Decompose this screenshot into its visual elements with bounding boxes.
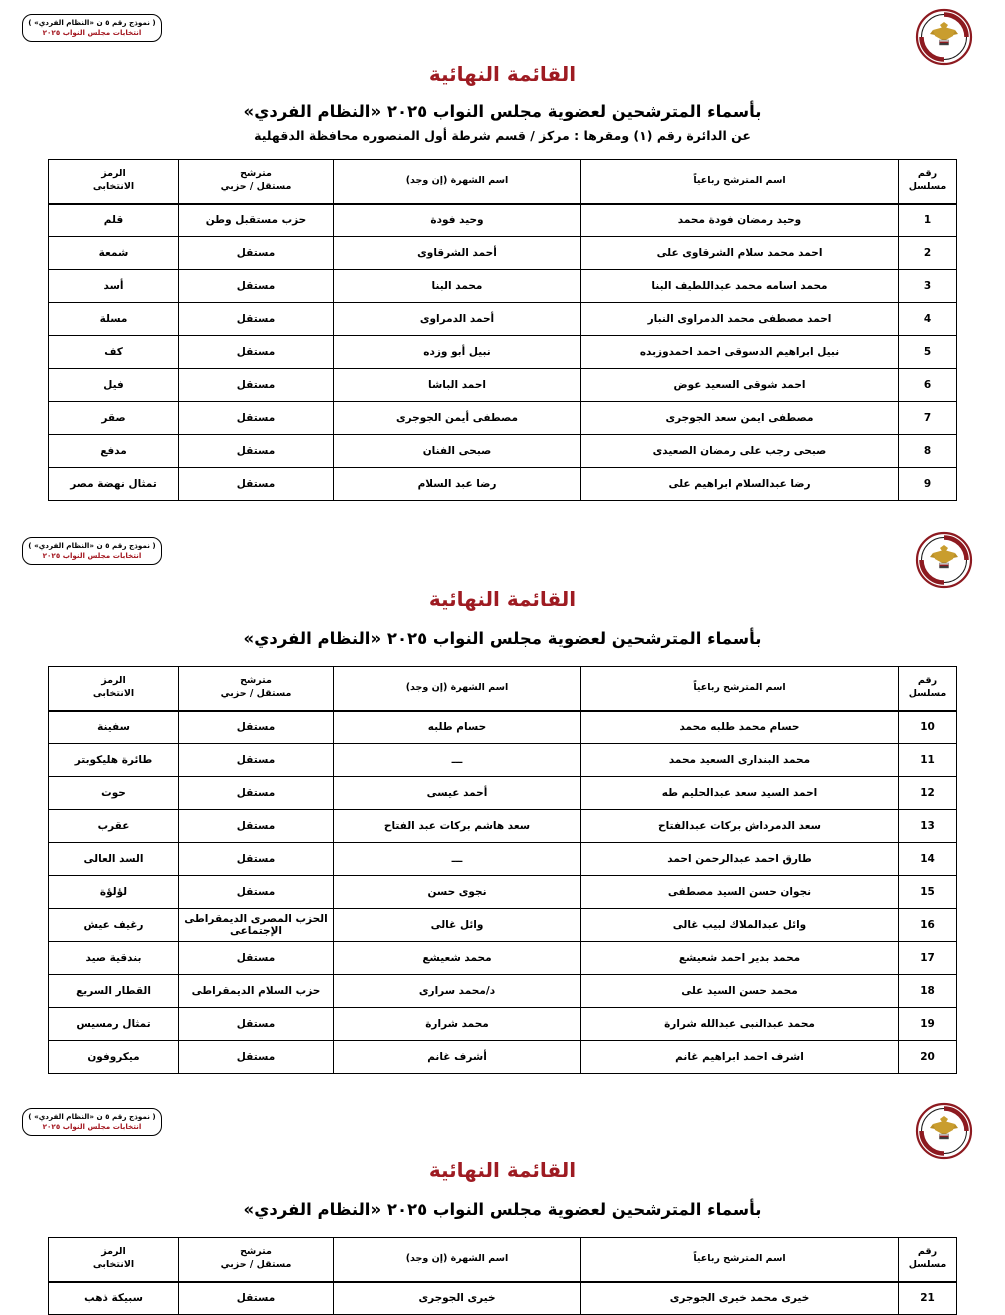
cell-candidate-full-name: محمد اسامه محمد عبداللطيف البنا	[581, 270, 899, 303]
cell-candidate-fame-name: ـــ	[334, 843, 581, 876]
cell-candidate-full-name: صبحى رجب على رمضان الصعيدى	[581, 435, 899, 468]
cell-candidate-symbol: القطار السريع	[49, 975, 179, 1008]
elections-authority-logo-icon	[915, 531, 973, 589]
cell-candidate-full-name: وائل عبدالملاك لبيب غالى	[581, 909, 899, 942]
cell-candidate-party: مستقل	[179, 336, 334, 369]
cell-candidate-fame-name: مصطفى أيمن الجوجرى	[334, 402, 581, 435]
table-header-row	[49, 160, 957, 204]
column-header-serial-l2: مسلسل	[908, 688, 947, 700]
cell-candidate-fame-name: ـــ	[334, 744, 581, 777]
cell-candidate-symbol: حوت	[49, 777, 179, 810]
column-header-symbol	[49, 160, 179, 204]
column-header-party-l2: مستقل / حزبي	[220, 1259, 292, 1271]
cell-candidate-fame-name: أحمد عيسى	[334, 777, 581, 810]
cell-candidate-full-name: نبيل ابراهيم الدسوقى احمد احمدوزبده	[581, 336, 899, 369]
cell-serial: 1	[899, 204, 957, 237]
table-header-row	[49, 1238, 957, 1282]
cell-candidate-symbol: صقر	[49, 402, 179, 435]
page-title: القائمة النهائية	[428, 587, 577, 611]
table-row	[49, 336, 957, 369]
elections-authority-logo-icon	[915, 8, 973, 66]
column-header-symbol-l2: الانتخابى	[92, 688, 135, 700]
cell-candidate-party: مستقل	[179, 843, 334, 876]
column-header-serial	[899, 160, 957, 204]
cell-candidate-fame-name: أحمد الدمراوى	[334, 303, 581, 336]
cell-candidate-fame-name: حسام طلبه	[334, 711, 581, 744]
column-header-party	[179, 667, 334, 711]
form-stamp-line-1: ( نموذج رقم ٥ ن «النظام الفردي» )	[28, 1112, 156, 1121]
column-header-serial-l2: مسلسل	[908, 181, 947, 193]
cell-serial: 19	[899, 1008, 957, 1041]
cell-candidate-fame-name: سعد هاشم بركات عبد الفتاح	[334, 810, 581, 843]
list-section-1	[0, 0, 1005, 501]
cell-candidate-party: مستقل	[179, 270, 334, 303]
table-row	[49, 270, 957, 303]
cell-serial: 12	[899, 777, 957, 810]
column-header-symbol	[49, 667, 179, 711]
cell-serial: 2	[899, 237, 957, 270]
candidates-table-2	[48, 666, 957, 1074]
table-row	[49, 1041, 957, 1074]
column-header-serial-l2: مسلسل	[908, 1259, 947, 1271]
cell-candidate-fame-name: أشرف غانم	[334, 1041, 581, 1074]
form-stamp	[22, 537, 162, 565]
table-row	[49, 942, 957, 975]
cell-candidate-full-name: رضا عبدالسلام ابراهيم على	[581, 468, 899, 501]
page-title: القائمة النهائية	[428, 62, 577, 86]
cell-candidate-symbol: مدفع	[49, 435, 179, 468]
cell-candidate-fame-name: محمد البنا	[334, 270, 581, 303]
table-row	[49, 468, 957, 501]
table-row	[49, 237, 957, 270]
cell-candidate-fame-name: محمد شعيشع	[334, 942, 581, 975]
column-header-serial	[899, 667, 957, 711]
cell-candidate-party: مستقل	[179, 942, 334, 975]
cell-serial: 11	[899, 744, 957, 777]
cell-candidate-party: مستقل	[179, 237, 334, 270]
cell-candidate-party: مستقل	[179, 468, 334, 501]
cell-candidate-symbol: رغيف عيش	[49, 909, 179, 942]
cell-candidate-symbol: بندقية صيد	[49, 942, 179, 975]
cell-serial: 17	[899, 942, 957, 975]
form-stamp-line-1: ( نموذج رقم ٥ ن «النظام الفردي» )	[28, 541, 156, 550]
page-subtitle: بأسماء المترشحين لعضوية مجلس النواب ٢٠٢٥ «النظام الفردي»	[243, 102, 762, 121]
cell-candidate-fame-name: خيرى الجوجرى	[334, 1282, 581, 1315]
district-line: عن الدائرة رقم (١) ومقرها : مركز / قسم شرطة أول المنصوره محافظة الدقهلية	[254, 128, 751, 143]
list-section-3	[0, 1094, 1005, 1315]
cell-candidate-party: مستقل	[179, 1008, 334, 1041]
column-header-full-name: اسم المترشح رباعياً	[581, 667, 899, 711]
cell-candidate-full-name: سعد الدمرداش بركات عبدالفتاح	[581, 810, 899, 843]
table-header-row	[49, 667, 957, 711]
column-header-party-l1: مترشح	[240, 675, 272, 687]
column-header-symbol-l1: الرمز	[101, 168, 126, 180]
cell-candidate-symbol: عقرب	[49, 810, 179, 843]
cell-candidate-symbol: شمعة	[49, 237, 179, 270]
cell-serial: 14	[899, 843, 957, 876]
column-header-serial-l1: رقم	[917, 675, 938, 687]
list-section-2	[0, 523, 1005, 1074]
elections-authority-logo-icon	[915, 1102, 973, 1160]
table-row	[49, 204, 957, 237]
candidates-table-1-body	[49, 204, 957, 501]
cell-serial: 5	[899, 336, 957, 369]
cell-candidate-symbol: قلم	[49, 204, 179, 237]
candidates-table-3	[48, 1237, 957, 1315]
column-header-symbol-l2: الانتخابى	[92, 181, 135, 193]
cell-serial: 20	[899, 1041, 957, 1074]
cell-candidate-full-name: محمد بدير احمد شعيشع	[581, 942, 899, 975]
candidates-table-2-body	[49, 711, 957, 1074]
section-3-topbar	[0, 1094, 1005, 1150]
cell-candidate-symbol: مسلة	[49, 303, 179, 336]
cell-candidate-fame-name: نبيل أبو وزده	[334, 336, 581, 369]
column-header-party-l2: مستقل / حزبي	[220, 181, 292, 193]
table-row	[49, 975, 957, 1008]
column-header-party-l2: مستقل / حزبي	[220, 688, 292, 700]
cell-candidate-fame-name: نجوى حسن	[334, 876, 581, 909]
cell-candidate-full-name: احمد مصطفى محمد الدمراوى النبار	[581, 303, 899, 336]
column-header-serial-l1: رقم	[917, 1246, 938, 1258]
cell-candidate-symbol: طائرة هليكوبتر	[49, 744, 179, 777]
cell-candidate-symbol: لؤلؤة	[49, 876, 179, 909]
form-stamp-line-2: انتخابات مجلس النواب ٢٠٢٥	[42, 1121, 142, 1131]
candidates-table-3-body	[49, 1282, 957, 1315]
cell-candidate-fame-name: د/محمد سرارى	[334, 975, 581, 1008]
cell-candidate-symbol: أسد	[49, 270, 179, 303]
cell-candidate-symbol: كف	[49, 336, 179, 369]
cell-candidate-full-name: محمد البندارى السعيد محمد	[581, 744, 899, 777]
cell-candidate-full-name: مصطفى ايمن سعد الجوجرى	[581, 402, 899, 435]
table-row	[49, 876, 957, 909]
cell-serial: 21	[899, 1282, 957, 1315]
page-subtitle: بأسماء المترشحين لعضوية مجلس النواب ٢٠٢٥ «النظام الفردي»	[243, 629, 762, 648]
table-row	[49, 909, 957, 942]
column-header-symbol-l1: الرمز	[101, 1246, 126, 1258]
cell-candidate-symbol: السد العالى	[49, 843, 179, 876]
cell-candidate-party: مستقل	[179, 1282, 334, 1315]
cell-serial: 4	[899, 303, 957, 336]
table-row	[49, 369, 957, 402]
cell-serial: 15	[899, 876, 957, 909]
cell-candidate-party: مستقل	[179, 810, 334, 843]
page-title: القائمة النهائية	[428, 1158, 577, 1182]
cell-serial: 6	[899, 369, 957, 402]
column-header-full-name: اسم المترشح رباعياً	[581, 1238, 899, 1282]
cell-serial: 16	[899, 909, 957, 942]
cell-candidate-party: مستقل	[179, 744, 334, 777]
cell-serial: 3	[899, 270, 957, 303]
section-1-topbar	[0, 0, 1005, 56]
cell-candidate-symbol: فيل	[49, 369, 179, 402]
cell-candidate-symbol: ميكروفون	[49, 1041, 179, 1074]
cell-candidate-full-name: محمد حسن السيد على	[581, 975, 899, 1008]
column-header-fame-name: اسم الشهرة (إن وجد)	[334, 667, 581, 711]
table-row	[49, 744, 957, 777]
form-stamp-line-1: ( نموذج رقم ٥ ن «النظام الفردي» )	[28, 18, 156, 27]
cell-candidate-party: مستقل	[179, 711, 334, 744]
column-header-party-l1: مترشح	[240, 1246, 272, 1258]
table-row	[49, 402, 957, 435]
column-header-serial	[899, 1238, 957, 1282]
cell-candidate-party: مستقل	[179, 777, 334, 810]
cell-candidate-party: مستقل	[179, 402, 334, 435]
cell-serial: 9	[899, 468, 957, 501]
table-row	[49, 711, 957, 744]
cell-candidate-fame-name: محمد شرارة	[334, 1008, 581, 1041]
column-header-party-l1: مترشح	[240, 168, 272, 180]
column-header-symbol-l2: الانتخابى	[92, 1259, 135, 1271]
cell-serial: 18	[899, 975, 957, 1008]
table-row	[49, 1008, 957, 1041]
section-2-topbar	[0, 523, 1005, 579]
cell-candidate-symbol: تمثال رمسيس	[49, 1008, 179, 1041]
form-stamp-line-2: انتخابات مجلس النواب ٢٠٢٥	[42, 27, 142, 37]
cell-candidate-party: مستقل	[179, 369, 334, 402]
cell-serial: 13	[899, 810, 957, 843]
cell-serial: 8	[899, 435, 957, 468]
table-row	[49, 1282, 957, 1315]
column-header-fame-name: اسم الشهرة (إن وجد)	[334, 1238, 581, 1282]
column-header-full-name: اسم المترشح رباعياً	[581, 160, 899, 204]
cell-candidate-full-name: احمد السيد سعد عبدالحليم طه	[581, 777, 899, 810]
cell-candidate-full-name: اشرف احمد ابراهيم غانم	[581, 1041, 899, 1074]
cell-candidate-symbol: سبيكة ذهب	[49, 1282, 179, 1315]
cell-candidate-party: حزب مستقبل وطن	[179, 204, 334, 237]
cell-candidate-party: حزب السلام الديمقراطى	[179, 975, 334, 1008]
column-header-serial-l1: رقم	[917, 168, 938, 180]
cell-candidate-party: مستقل	[179, 876, 334, 909]
cell-candidate-fame-name: صبحى الفنان	[334, 435, 581, 468]
cell-candidate-party: مستقل	[179, 435, 334, 468]
table-row	[49, 843, 957, 876]
form-stamp-line-2: انتخابات مجلس النواب ٢٠٢٥	[42, 550, 142, 560]
cell-candidate-symbol: سفينة	[49, 711, 179, 744]
cell-candidate-symbol: تمثال نهضة مصر	[49, 468, 179, 501]
column-header-party	[179, 1238, 334, 1282]
cell-serial: 7	[899, 402, 957, 435]
cell-candidate-full-name: نجوان حسن السيد مصطفى	[581, 876, 899, 909]
cell-candidate-fame-name: رضا عبد السلام	[334, 468, 581, 501]
column-header-party	[179, 160, 334, 204]
candidates-table-1	[48, 159, 957, 501]
column-header-fame-name: اسم الشهرة (إن وجد)	[334, 160, 581, 204]
cell-candidate-fame-name: وائل غالى	[334, 909, 581, 942]
column-header-symbol-l1: الرمز	[101, 675, 126, 687]
cell-candidate-full-name: طارق احمد عبدالرحمن احمد	[581, 843, 899, 876]
cell-candidate-full-name: احمد محمد سلام الشرقاوى على	[581, 237, 899, 270]
table-row	[49, 303, 957, 336]
cell-candidate-party: مستقل	[179, 1041, 334, 1074]
column-header-symbol	[49, 1238, 179, 1282]
cell-serial: 10	[899, 711, 957, 744]
table-row	[49, 810, 957, 843]
cell-candidate-fame-name: أحمد الشرقاوى	[334, 237, 581, 270]
cell-candidate-full-name: محمد عبدالنبى عبدالله شرارة	[581, 1008, 899, 1041]
cell-candidate-party: مستقل	[179, 303, 334, 336]
cell-candidate-fame-name: احمد الباشا	[334, 369, 581, 402]
cell-candidate-full-name: وحيد رمضان فودة محمد	[581, 204, 899, 237]
table-row	[49, 435, 957, 468]
table-row	[49, 777, 957, 810]
cell-candidate-party: الحزب المصرى الديمقراطى الإجتماعى	[179, 909, 334, 942]
cell-candidate-full-name: احمد شوقى السعيد عوض	[581, 369, 899, 402]
cell-candidate-full-name: خيرى محمد خيرى الجوجرى	[581, 1282, 899, 1315]
cell-candidate-fame-name: وحيد فودة	[334, 204, 581, 237]
form-stamp	[22, 14, 162, 42]
form-stamp	[22, 1108, 162, 1136]
cell-candidate-full-name: حسام محمد طلبه محمد	[581, 711, 899, 744]
page-subtitle: بأسماء المترشحين لعضوية مجلس النواب ٢٠٢٥ «النظام الفردي»	[243, 1200, 762, 1219]
